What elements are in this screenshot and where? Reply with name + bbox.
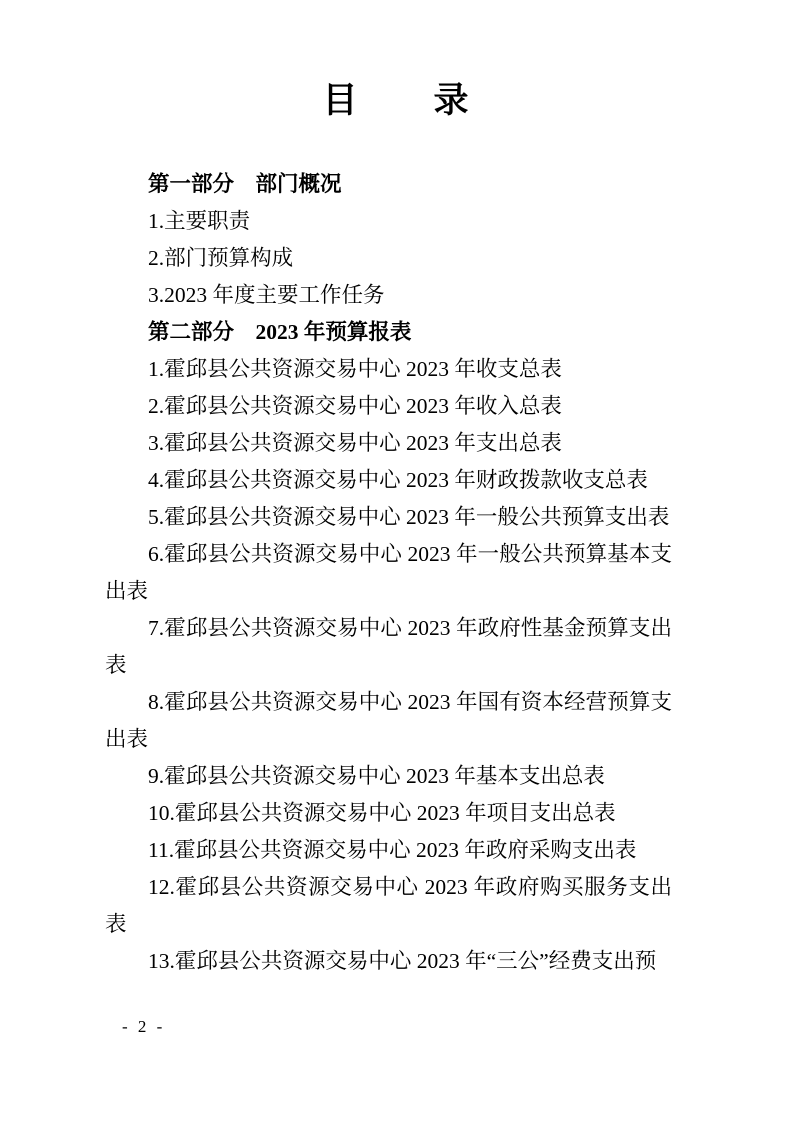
page-title: 目 录 [322, 81, 471, 120]
page-number: - 2 - [122, 1017, 166, 1036]
toc-item: 6.霍邱县公共资源交易中心 2023 年一般公共预算基本支出表 [105, 542, 672, 603]
table-of-contents [105, 166, 672, 980]
toc-item: 2.部门预算构成 [148, 246, 294, 270]
toc-item: 1.霍邱县公共资源交易中心 2023 年收支总表 [148, 357, 562, 381]
toc-item: 5.霍邱县公共资源交易中心 2023 年一般公共预算支出表 [148, 505, 670, 529]
toc-item: 10.霍邱县公共资源交易中心 2023 年项目支出总表 [148, 801, 616, 825]
toc-item: 2.霍邱县公共资源交易中心 2023 年收入总表 [148, 394, 562, 418]
toc-item: 7.霍邱县公共资源交易中心 2023 年政府性基金预算支出表 [105, 616, 672, 677]
toc-item: 12.霍邱县公共资源交易中心 2023 年政府购买服务支出表 [105, 875, 672, 936]
toc-item: 3.2023 年度主要工作任务 [148, 283, 385, 307]
toc-item: 9.霍邱县公共资源交易中心 2023 年基本支出总表 [148, 764, 605, 788]
section-heading-part1: 第一部分 部门概况 [148, 172, 342, 196]
toc-item: 3.霍邱县公共资源交易中心 2023 年支出总表 [148, 431, 562, 455]
toc-item: 13.霍邱县公共资源交易中心 2023 年“三公”经费支出预 [148, 949, 657, 973]
section-heading-part2: 第二部分 2023 年预算报表 [148, 320, 412, 344]
toc-item: 4.霍邱县公共资源交易中心 2023 年财政拨款收支总表 [148, 468, 648, 492]
toc-item: 11.霍邱县公共资源交易中心 2023 年政府采购支出表 [148, 838, 637, 862]
toc-item: 1.主要职责 [148, 209, 251, 233]
toc-item: 8.霍邱县公共资源交易中心 2023 年国有资本经营预算支出表 [105, 690, 672, 751]
